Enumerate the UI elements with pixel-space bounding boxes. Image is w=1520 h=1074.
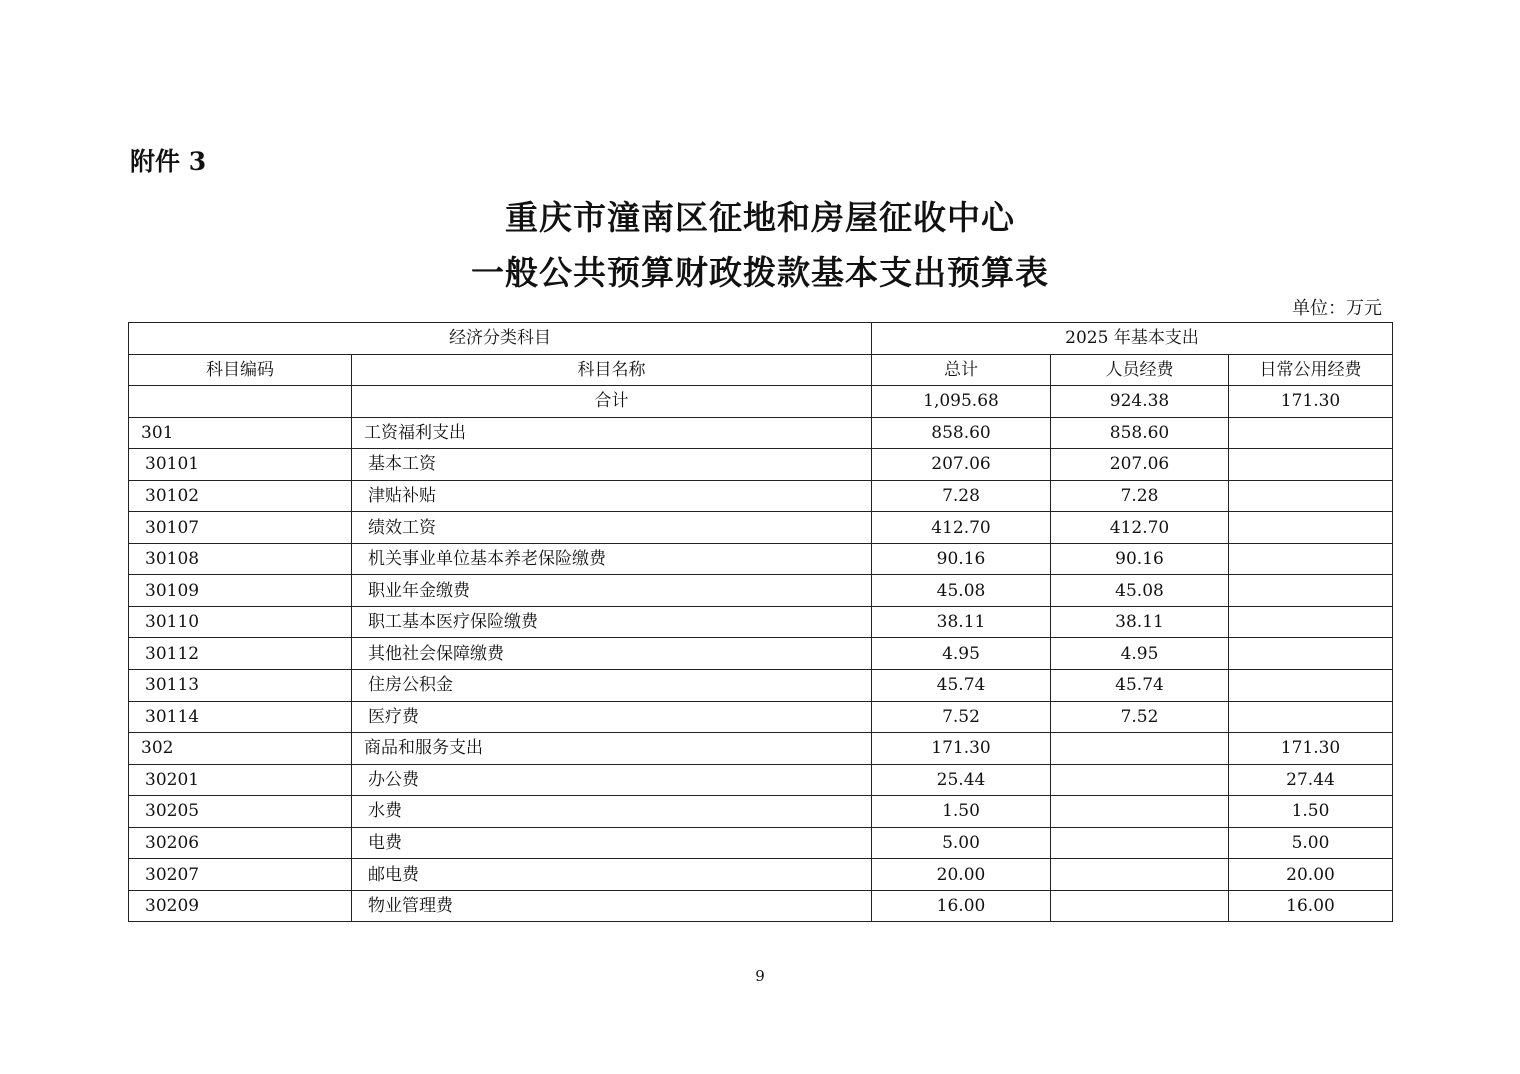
table-row (129, 449, 1393, 481)
row-total-cell: 45.74 (872, 670, 1051, 702)
row-public-cell: 27.44 (1229, 764, 1393, 796)
row-personnel-cell: 45.08 (1051, 575, 1229, 607)
header-group-basic-expenditure: 2025 年基本支出 (872, 323, 1393, 355)
table-row (129, 890, 1393, 922)
column-header-name: 科目名称 (352, 354, 872, 386)
row-total-cell: 25.44 (872, 764, 1051, 796)
total-public-cell: 171.30 (1229, 386, 1393, 418)
row-name-cell: 办公费 (352, 764, 872, 796)
row-total-cell: 858.60 (872, 417, 1051, 449)
row-name-cell: 职工基本医疗保险缴费 (352, 606, 872, 638)
table-row (129, 827, 1393, 859)
table-header-row (129, 354, 1393, 386)
row-total-cell: 90.16 (872, 543, 1051, 575)
total-total-cell: 1,095.68 (872, 386, 1051, 418)
row-personnel-cell: 412.70 (1051, 512, 1229, 544)
table-row (129, 764, 1393, 796)
row-code-cell: 30114 (129, 701, 352, 733)
row-name-cell: 住房公积金 (352, 670, 872, 702)
row-name-cell: 绩效工资 (352, 512, 872, 544)
row-personnel-cell: 90.16 (1051, 543, 1229, 575)
unit-label: 单位：万元 (1292, 298, 1382, 319)
table-row (129, 670, 1393, 702)
column-header-public: 日常公用经费 (1229, 354, 1393, 386)
row-total-cell: 171.30 (872, 733, 1051, 765)
row-public-cell: 20.00 (1229, 859, 1393, 891)
row-public-cell (1229, 449, 1393, 481)
row-name-cell: 商品和服务支出 (352, 733, 872, 765)
row-code-cell: 30110 (129, 606, 352, 638)
table-row (129, 417, 1393, 449)
row-total-cell: 5.00 (872, 827, 1051, 859)
row-public-cell (1229, 417, 1393, 449)
row-total-cell: 4.95 (872, 638, 1051, 670)
document-title-line1: 重庆市潼南区征地和房屋征收中心 (505, 198, 1015, 237)
row-personnel-cell (1051, 890, 1229, 922)
column-header-total: 总计 (872, 354, 1051, 386)
row-total-cell: 207.06 (872, 449, 1051, 481)
table-row (129, 859, 1393, 891)
table-total-row (129, 386, 1393, 418)
page-number: 9 (755, 967, 765, 985)
header-group-economic-classification: 经济分类科目 (129, 323, 872, 355)
row-name-cell: 其他社会保障缴费 (352, 638, 872, 670)
row-code-cell: 30112 (129, 638, 352, 670)
row-personnel-cell: 207.06 (1051, 449, 1229, 481)
table-row (129, 701, 1393, 733)
document-title-line2: 一般公共预算财政拨款基本支出预算表 (471, 253, 1049, 292)
table-row (129, 606, 1393, 638)
row-name-cell: 津贴补贴 (352, 480, 872, 512)
row-public-cell: 5.00 (1229, 827, 1393, 859)
table-row (129, 733, 1393, 765)
row-personnel-cell (1051, 859, 1229, 891)
row-personnel-cell (1051, 764, 1229, 796)
row-public-cell: 16.00 (1229, 890, 1393, 922)
row-personnel-cell: 7.52 (1051, 701, 1229, 733)
row-personnel-cell: 7.28 (1051, 480, 1229, 512)
table-row (129, 638, 1393, 670)
row-code-cell: 30109 (129, 575, 352, 607)
row-public-cell (1229, 606, 1393, 638)
row-public-cell (1229, 543, 1393, 575)
table-header-group-row (129, 323, 1393, 355)
row-name-cell: 电费 (352, 827, 872, 859)
row-public-cell (1229, 670, 1393, 702)
row-code-cell: 30207 (129, 859, 352, 891)
row-code-cell: 30206 (129, 827, 352, 859)
row-name-cell: 机关事业单位基本养老保险缴费 (352, 543, 872, 575)
row-total-cell: 16.00 (872, 890, 1051, 922)
row-code-cell: 30205 (129, 796, 352, 828)
row-code-cell: 30102 (129, 480, 352, 512)
row-code-cell: 30201 (129, 764, 352, 796)
row-name-cell: 水费 (352, 796, 872, 828)
column-header-personnel: 人员经费 (1051, 354, 1229, 386)
row-code-cell: 30209 (129, 890, 352, 922)
total-personnel-cell: 924.38 (1051, 386, 1229, 418)
row-public-cell (1229, 512, 1393, 544)
row-code-cell: 30101 (129, 449, 352, 481)
row-code-cell: 30108 (129, 543, 352, 575)
table-row (129, 543, 1393, 575)
budget-table (128, 322, 1393, 922)
row-code-cell: 301 (129, 417, 352, 449)
row-personnel-cell (1051, 733, 1229, 765)
table-row (129, 480, 1393, 512)
table-row (129, 796, 1393, 828)
attachment-label: 附件 3 (130, 147, 207, 176)
row-code-cell: 30113 (129, 670, 352, 702)
total-code-cell (129, 386, 352, 418)
row-personnel-cell: 45.74 (1051, 670, 1229, 702)
column-header-code: 科目编码 (129, 354, 352, 386)
row-code-cell: 30107 (129, 512, 352, 544)
row-name-cell: 物业管理费 (352, 890, 872, 922)
row-public-cell (1229, 480, 1393, 512)
total-label-cell: 合计 (352, 386, 872, 418)
row-public-cell: 1.50 (1229, 796, 1393, 828)
table-row (129, 575, 1393, 607)
row-name-cell: 基本工资 (352, 449, 872, 481)
row-personnel-cell: 4.95 (1051, 638, 1229, 670)
row-personnel-cell: 38.11 (1051, 606, 1229, 638)
row-name-cell: 工资福利支出 (352, 417, 872, 449)
row-name-cell: 邮电费 (352, 859, 872, 891)
row-personnel-cell (1051, 827, 1229, 859)
row-personnel-cell (1051, 796, 1229, 828)
row-total-cell: 7.52 (872, 701, 1051, 733)
row-total-cell: 1.50 (872, 796, 1051, 828)
row-total-cell: 20.00 (872, 859, 1051, 891)
row-name-cell: 职业年金缴费 (352, 575, 872, 607)
row-code-cell: 302 (129, 733, 352, 765)
row-total-cell: 45.08 (872, 575, 1051, 607)
row-total-cell: 38.11 (872, 606, 1051, 638)
row-total-cell: 412.70 (872, 512, 1051, 544)
row-name-cell: 医疗费 (352, 701, 872, 733)
row-public-cell: 171.30 (1229, 733, 1393, 765)
row-total-cell: 7.28 (872, 480, 1051, 512)
row-public-cell (1229, 638, 1393, 670)
row-public-cell (1229, 575, 1393, 607)
row-personnel-cell: 858.60 (1051, 417, 1229, 449)
row-public-cell (1229, 701, 1393, 733)
table-row (129, 512, 1393, 544)
